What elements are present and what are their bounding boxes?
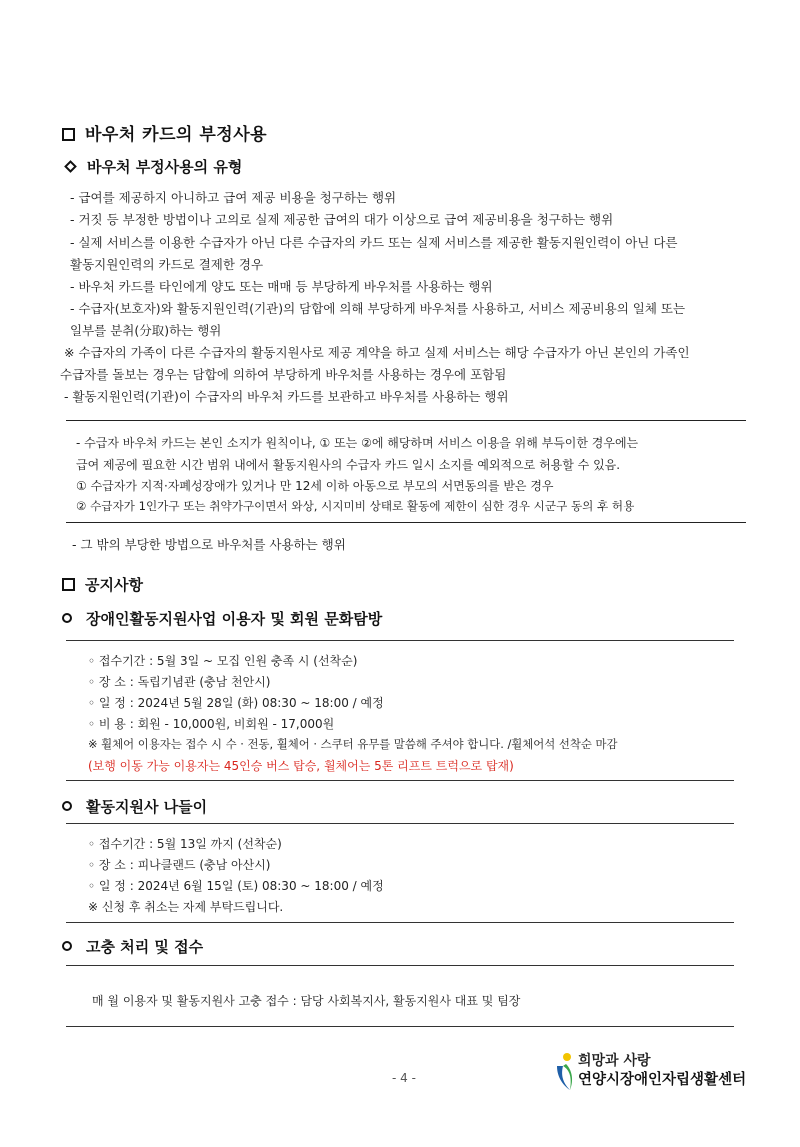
box-top-rule	[66, 420, 746, 421]
exception-line-3: ② 수급자가 1인가구 또는 취약가구이면서 와상, 시지미비 상태로 활동에 제한이 심한 경우 시군구 동의 후 허용	[76, 499, 635, 513]
complaint-top-rule	[66, 965, 734, 966]
event2-line-3: ※ 신청 후 취소는 자제 부탁드립니다.	[88, 900, 284, 914]
exception-line-2: ① 수급자가 지적·자폐성장애가 있거나 만 12세 이하 아동으로 부모의 서면동의를 받은 경우	[76, 479, 554, 493]
event1-line-0: ◦ 접수기간 : 5월 3일 ~ 모집 인원 충족 시 (선착순)	[88, 654, 358, 668]
misuse-note-cont: 수급자를 돌보는 경우는 담합에 의하여 부당하게 바우처를 사용하는 경우에 포함됨	[60, 367, 507, 382]
event1-line-4: ※ 휠체어 이용자는 접수 시 수 · 전동, 휠체어 · 스쿠터 유무를 말씀해 주셔야 합니다. /휠체어석 선착순 마감	[88, 737, 618, 751]
circle-bullet-icon	[62, 801, 72, 811]
misuse-item-4: - 수급자(보호자)와 활동지원인력(기관)의 담합에 의해 부당하게 바우처를 사용하고, 서비스 제공비용의 일체 또는	[70, 301, 686, 316]
circle-bullet-icon	[62, 613, 72, 623]
event1-line-1: ◦ 장 소 : 독립기념관 (충남 천안시)	[88, 675, 271, 689]
event2-line-2: ◦ 일 정 : 2024년 6월 15일 (토) 08:30 ~ 18:00 / 예정	[88, 879, 384, 893]
diamond-bullet-icon	[64, 160, 77, 173]
misuse-item-0: - 급여를 제공하지 아니하고 급여 제공 비용을 청구하는 행위	[70, 190, 397, 205]
misuse-item-2: - 실제 서비스를 이용한 수급자가 아닌 다른 수급자의 카드 또는 실제 서비스를 제공한 활동지원인력이 아닌 다른	[70, 235, 678, 250]
square-bullet-icon	[62, 128, 75, 141]
event2-title: 활동지원사 나들이	[62, 796, 207, 817]
circle-bullet-icon	[62, 941, 72, 951]
exception-line-0: - 수급자 바우처 카드는 본인 소지가 원칙이나, ① 또는 ②에 해당하며 서비스 이용을 위해 부득이한 경우에는	[76, 436, 639, 450]
misuse-item-3: - 바우처 카드를 타인에게 양도 또는 매매 등 부당하게 바우처를 사용하는 행위	[70, 279, 493, 294]
event2-bottom-rule	[66, 922, 734, 923]
complaint-bottom-rule	[66, 1026, 734, 1027]
square-bullet-icon	[62, 578, 75, 591]
section-title-voucher-misuse: 바우처 카드의 부정사용	[62, 120, 267, 145]
misuse-note: ※ 수급자의 가족이 다른 수급자의 활동지원사로 제공 계약을 하고 실제 서비스는 해당 수급자가 아닌 본인의 가족인	[64, 345, 690, 360]
complaint-title: 고충 처리 및 접수	[62, 936, 203, 957]
event1-title: 장애인활동지원사업 이용자 및 회원 문화탐방	[62, 608, 382, 629]
complaint-line: 매 월 이용자 및 활동지원사 고충 접수 : 담당 사회복지사, 활동지원사 대표 및 팀장	[92, 994, 521, 1008]
misuse-item-2-cont: 활동지원인력의 카드로 결제한 경우	[70, 257, 264, 272]
event1-line-2: ◦ 일 정 : 2024년 5월 28일 (화) 08:30 ~ 18:00 / 예정	[88, 696, 384, 710]
logo-center-name: 연양시장애인자립생활센터	[578, 1072, 747, 1088]
event2-top-rule	[66, 823, 734, 824]
section-title-notices: 공지사항	[62, 574, 143, 595]
event1-top-rule	[66, 640, 734, 641]
misuse-item-1: - 거짓 등 부정한 방법이나 고의로 실제 제공한 급여의 대가 이상으로 급여 제공비용을 청구하는 행위	[70, 212, 614, 227]
exception-line-1: 급여 제공에 필요한 시간 범위 내에서 활동지원사의 수급자 카드 일시 소지를 예외적으로 허용할 수 있음.	[76, 458, 621, 472]
event1-red-note: (보행 이동 가능 이용자는 45인승 버스 탑승, 휠체어는 5톤 리프트 트럭으로 탑재)	[88, 759, 514, 773]
event2-line-0: ◦ 접수기간 : 5월 13일 까지 (선착순)	[88, 837, 282, 851]
event1-line-3: ◦ 비 용 : 회원 - 10,000원, 비회원 - 17,000원	[88, 717, 335, 731]
misuse-item-5: - 활동지원인력(기관)이 수급자의 바우처 카드를 보관하고 바우처를 사용하는 행위	[64, 389, 509, 404]
center-logo-icon	[554, 1052, 574, 1092]
logo-tagline: 희망과 사랑	[578, 1053, 651, 1069]
page-number: - 4 -	[392, 1071, 416, 1085]
misuse-item-4-cont: 일부를 분취(分取)하는 행위	[70, 323, 222, 338]
event1-bottom-rule	[66, 780, 734, 781]
misuse-item-last: - 그 밖의 부당한 방법으로 바우처를 사용하는 행위	[72, 537, 346, 552]
subsection-title-misuse-types: 바우처 부정사용의 유형	[66, 156, 242, 177]
event2-line-1: ◦ 장 소 : 피나클랜드 (충남 아산시)	[88, 858, 271, 872]
box-bottom-rule	[66, 522, 746, 523]
